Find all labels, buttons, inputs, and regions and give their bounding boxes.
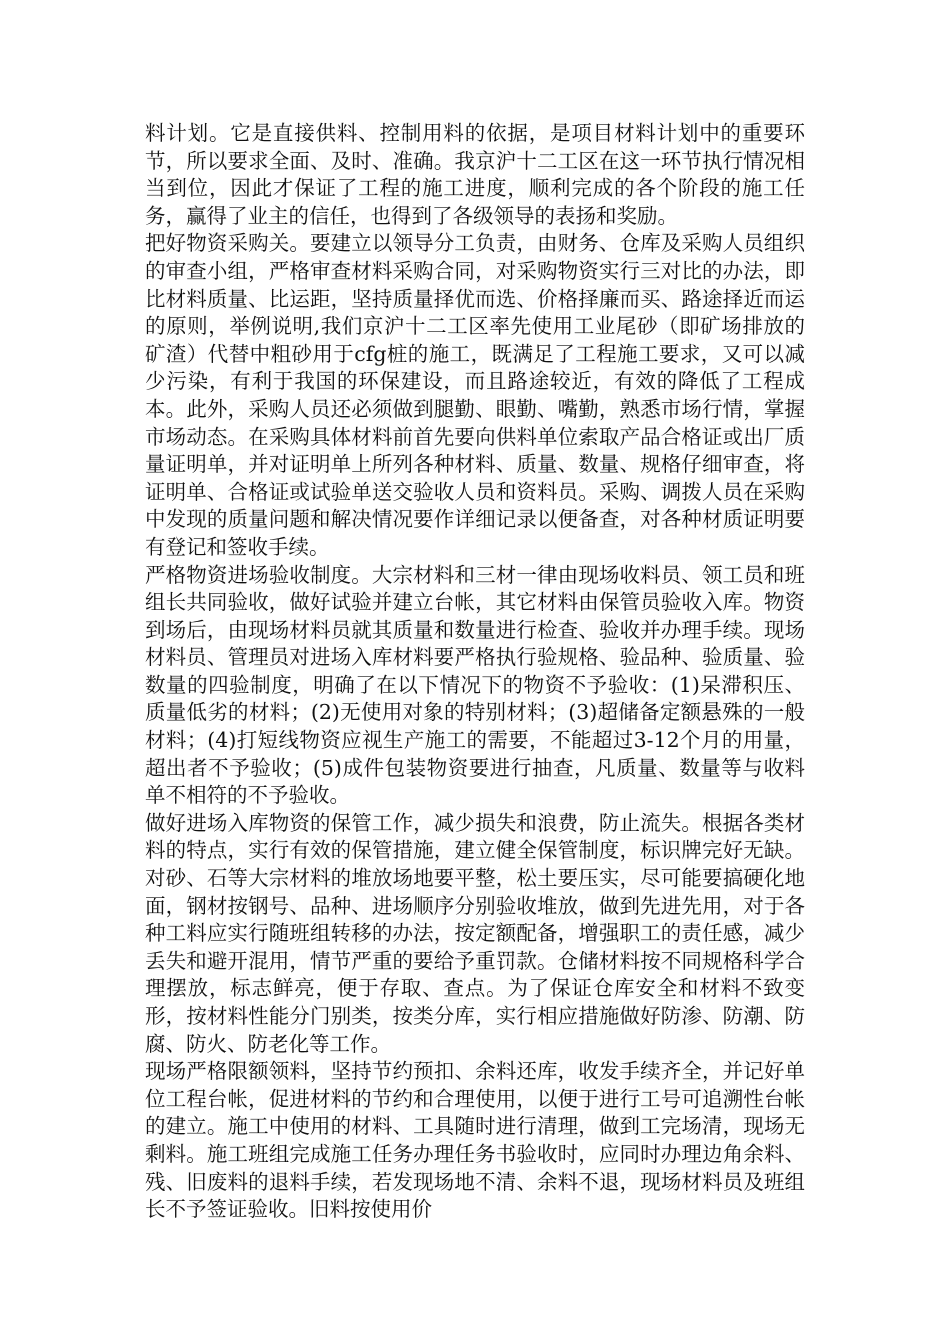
paragraph-material-plan: 料计划。它是直接供料、控制用料的依据，是项目材料计划中的重要环节，所以要求全面、及时、准确。我京沪十二工区在这一环节执行情况相当到位，因此才保证了工程的施工进度，顺利完成的各个阶段的施工任务，赢得了业主的信任，也得到了各级领导的表扬和奖励。 — [145, 121, 805, 228]
paragraph-acceptance: 严格物资进场验收制度。大宗材料和三材一律由现场收料员、领工员和班组长共同验收，做好试验并建立台帐，其它材料由保管员验收入库。物资到场后，由现场材料员就其质量和数量进行检查、验收并办理手续。现场材料员、管理员对进场入库材料要严格执行验规格、验品种、验质量、验数量的四验制度，明确了在以下情况下的物资不予验收：(1)呆滞积压、质量低劣的材料；(2)无使用对象的特别材料；(3)超储备定额悬殊的一般材料；(4)打短线物资应视生产施工的需要，不能超过3-12个月的用量，超出者不予验收；(5)成件包装物资要进行抽查，凡质量、数量等与收料单不相符的不予验收。 — [145, 562, 805, 808]
paragraph-storage: 做好进场入库物资的保管工作，减少损失和浪费，防止流失。根据各类材料的特点，实行有效的保管措施，建立健全保管制度，标识牌完好无缺。对砂、石等大宗材料的堆放场地要平整，松土要压实，尽可能要搞硬化地面，钢材按钢号、品种、进场顺序分别验收堆放，做到先进先用，对于各种工料应实行随班组转移的办法，按定额配备，增强职工的责任感，减少丢失和避开混用，情节严重的要给予重罚款。仓储材料按不同规格科学合理摆放，标志鲜亮，便于存取、查点。为了保证仓库安全和材料不致变形，按材料性能分门别类，按类分库，实行相应措施做好防渗、防潮、防腐、防火、防老化等工作。 — [145, 810, 805, 1056]
paragraph-quota-requisition: 现场严格限额领料，坚持节约预扣、余料还库，收发手续齐全，并记好单位工程台帐，促进材料的节约和合理使用，以便于进行工号可追溯性台帐的建立。施工中使用的材料、工具随时进行清理，做到工完场清，现场无剩料。施工班组完成施工任务办理任务书验收时，应同时办理边角余料、残、旧废料的退料手续，若发现场地不清、余料不退，现场材料员及班组长不予签证验收。旧料按使用价 — [145, 1059, 805, 1222]
document-body — [145, 120, 805, 1224]
paragraph-procurement: 把好物资采购关。要建立以领导分工负责，由财务、仓库及采购人员组织的审查小组，严格审查材料采购合同，对采购物资实行三对比的办法，即比材料质量、比运距，坚持质量择优而选、价格择廉而买、路途择近而运的原则，举例说明,我们京沪十二工区率先使用工业尾砂（即矿场排放的矿渣）代替中粗砂用于cfg桩的施工，既满足了工程施工要求，又可以减少污染，有利于我国的环保建设，而且路途较近，有效的降低了工程成本。此外，采购人员还必须做到腿勤、眼勤、嘴勤，熟悉市场行情，掌握市场动态。在采购具体材料前首先要向供料单位索取产品合格证或出厂质量证明单，并对证明单上所列各种材料、质量、数量、规格仔细审查，将证明单、合格证或试验单送交验收人员和资料员。采购、调拨人员在采购中发现的质量问题和解决情况要作详细记录以便备查，对各种材质证明要有登记和签收手续。 — [145, 231, 805, 559]
